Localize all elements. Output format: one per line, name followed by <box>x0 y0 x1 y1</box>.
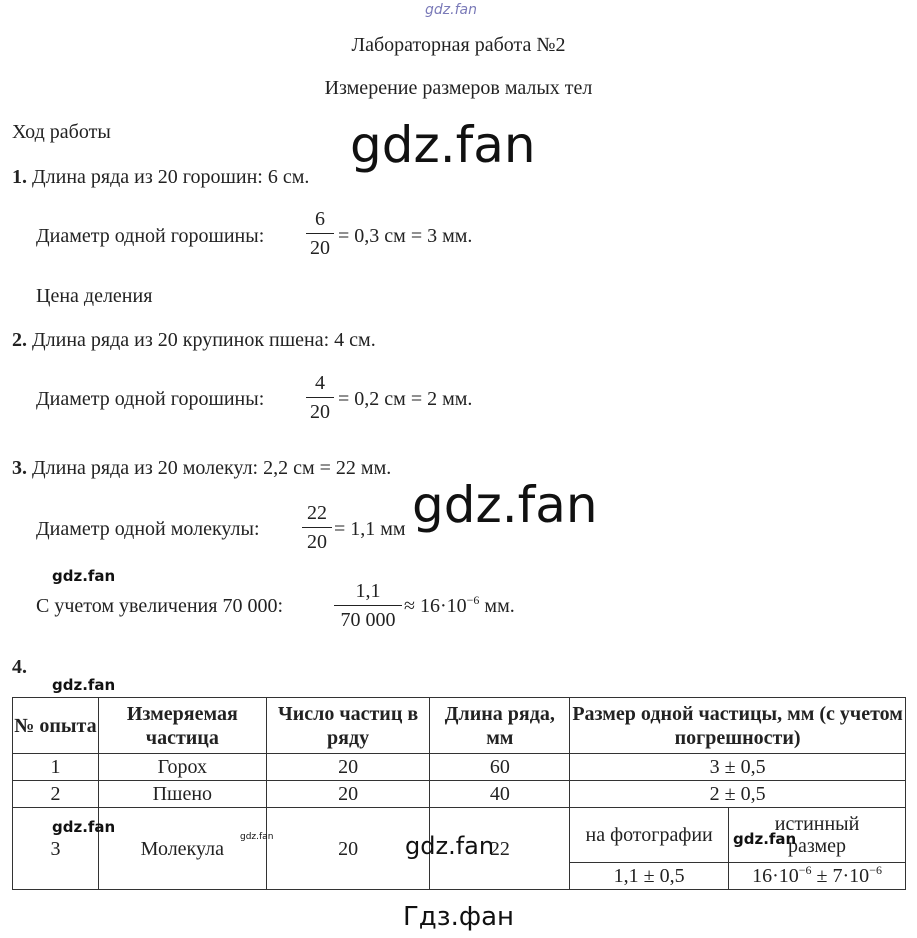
table-cell: 2 <box>13 781 99 808</box>
table-cell: 22 <box>430 808 570 890</box>
true-size-exponent: −6 <box>798 863 812 877</box>
fraction <box>306 372 334 423</box>
zoom-unit: мм. <box>484 595 515 617</box>
watermark-top: gdz.fan <box>425 2 477 18</box>
table-cell: 20 <box>266 781 430 808</box>
table-cell: истинный размер <box>729 808 906 863</box>
watermark-medium: gdz.fan <box>405 832 495 860</box>
diameter-result: = 0,3 см = 3 мм. <box>338 225 473 247</box>
table-cell <box>729 863 906 890</box>
item-line <box>12 457 391 480</box>
zoom-result-prefix: ≈ 16·10 <box>404 595 467 617</box>
diameter-result: = 0,2 см = 2 мм. <box>338 388 473 410</box>
item-line <box>12 656 27 679</box>
fraction-numerator: 22 <box>307 502 327 524</box>
true-size-error: ± 7·10 <box>811 865 870 887</box>
table-cell: на фотографии <box>570 808 729 863</box>
item-number: 2. <box>12 329 27 351</box>
table-cell: 20 <box>266 808 430 890</box>
header-cell: Длина ряда, мм <box>430 698 570 754</box>
diameter-label: Диаметр одной горошины: <box>36 225 265 247</box>
fraction-denominator: 20 <box>310 237 330 259</box>
table-cell: 1 <box>13 754 99 781</box>
footer-watermark: Гдз.фан <box>402 902 515 932</box>
table-cell: Молекула <box>98 808 266 890</box>
fraction <box>306 208 334 259</box>
watermark-small: gdz.fan <box>733 830 797 848</box>
header-cell: № опыта <box>13 698 99 754</box>
item-text: Длина ряда из 20 горошин: 6 см. <box>32 166 310 188</box>
watermark-small: gdz.fan <box>52 818 116 836</box>
table-cell: 20 <box>266 754 430 781</box>
item-number: 4. <box>12 656 27 678</box>
table-cell: 2 ± 0,5 <box>570 781 906 808</box>
table-cell: 60 <box>430 754 570 781</box>
item-line <box>12 329 376 352</box>
table-cell: 3 <box>13 808 99 890</box>
watermark-tiny: gdz.fan <box>240 832 274 842</box>
fraction-bar <box>306 397 334 398</box>
table-cell: Горох <box>98 754 266 781</box>
zoom-exponent: −6 <box>466 593 480 607</box>
results-table <box>12 697 906 890</box>
fraction-denominator: 20 <box>310 401 330 423</box>
watermark-small: gdz.fan <box>52 567 116 585</box>
item-text: Длина ряда из 20 молекул: 2,2 см = 22 мм. <box>32 457 392 479</box>
header-cell: Число частиц в ряду <box>266 698 430 754</box>
item-number: 3. <box>12 457 27 479</box>
item-line <box>12 166 309 189</box>
zoom-label: С учетом увеличения 70 000: <box>36 595 284 617</box>
table-row <box>13 754 906 781</box>
fraction-denominator: 70 000 <box>340 609 396 631</box>
table-cell: Пшено <box>98 781 266 808</box>
page-subtitle: Измерение размеров малых тел <box>324 77 593 99</box>
fraction-bar <box>306 233 334 234</box>
fraction-numerator: 4 <box>315 372 325 394</box>
zoom-result <box>404 595 515 618</box>
diameter-label: Диаметр одной молекулы: <box>36 518 260 540</box>
fraction-numerator: 6 <box>315 208 325 230</box>
fraction-denominator: 20 <box>307 531 327 553</box>
item-text: Длина ряда из 20 крупинок пшена: 4 см. <box>32 329 376 351</box>
page-title: Лабораторная работа №2 <box>351 34 566 56</box>
true-size-exponent: −6 <box>869 863 882 877</box>
header-cell: Измеряемая частица <box>98 698 266 754</box>
fraction-bar <box>302 527 332 528</box>
watermark-large: gdz.fan <box>412 476 598 534</box>
table-cell: 3 ± 0,5 <box>570 754 906 781</box>
fraction-bar <box>334 605 402 606</box>
true-size-prefix: 16·10 <box>752 865 799 887</box>
item-extra: Цена деления <box>36 285 153 307</box>
table-row <box>13 781 906 808</box>
diameter-result: = 1,1 мм <box>334 518 406 540</box>
watermark-small: gdz.fan <box>52 676 116 694</box>
fraction-numerator: 1,1 <box>355 580 381 602</box>
section-heading: Ход работы <box>12 121 111 143</box>
header-cell: Размер одной частицы, мм (с учетом погрешности) <box>570 698 906 754</box>
table-cell: 1,1 ± 0,5 <box>570 863 729 890</box>
item-number: 1. <box>12 166 27 188</box>
watermark-large: gdz.fan <box>350 116 536 174</box>
table-header-row <box>13 698 906 754</box>
table-cell: 40 <box>430 781 570 808</box>
diameter-label: Диаметр одной горошины: <box>36 388 265 410</box>
fraction <box>302 502 332 553</box>
zoom-fraction <box>334 580 402 631</box>
